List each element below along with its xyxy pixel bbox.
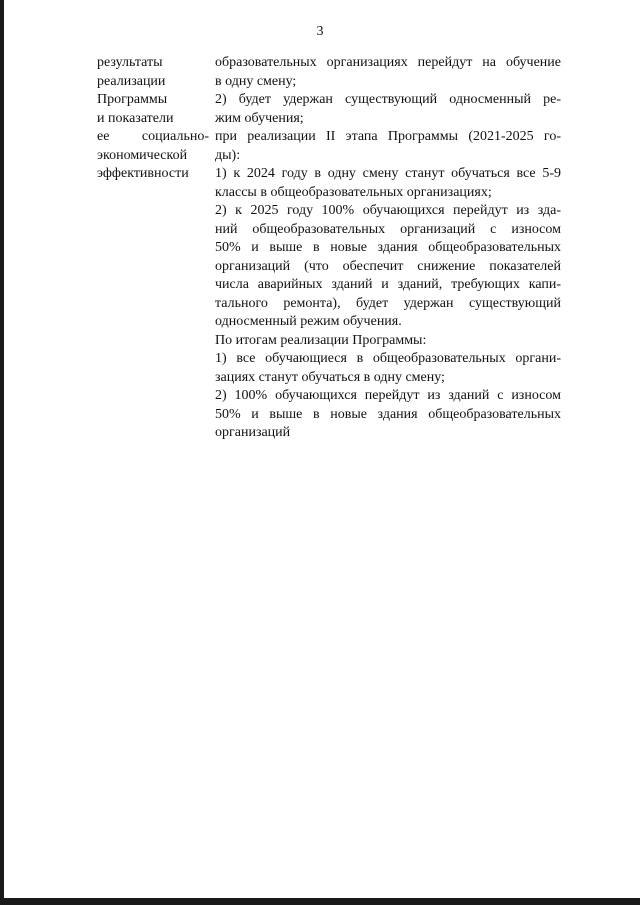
value-line: ний общеобразовательных организаций с износом [215,221,561,237]
value-line: организаций (что обеспечит снижение показателей [215,258,561,274]
value-line: зациях станут обучаться в одну смену; [215,369,445,385]
value-line: 1) к 2024 году в одну смену станут обучаться все 5-9 [215,166,561,181]
scan-edge-left [0,0,4,905]
page-number: 3 [316,24,324,39]
value-line: числа аварийных зданий и зданий, требующих капи- [215,277,561,292]
value-line: По итогам реализации Программы: [215,332,427,348]
value-line: 1) все обучающиеся в общеобразовательных органи- [215,351,561,366]
value-line: организаций [215,425,291,440]
value-line: классы в общеобразовательных организациях; [215,184,492,200]
scan-edge-bottom [0,898,640,905]
value-line: 50% и выше в новые здания общеобразовательных [215,406,561,422]
label-line: и показатели [97,110,174,126]
passport-value-column [215,54,561,443]
label-line: эффективности [97,166,189,181]
label-line: Программы [97,92,168,107]
value-line: 2) будет удержан существующий односменный ре- [215,92,561,107]
value-line: жим обучения; [215,110,304,126]
value-line: образовательных организациях перейдут на обучение [215,55,561,70]
value-line: односменный режим обучения. [215,314,402,329]
value-line: 50% и выше в новые здания общеобразовательных [215,240,561,255]
label-line: экономической [97,147,188,163]
value-line: 2) к 2025 году 100% обучающихся перейдут из зда- [215,203,561,218]
value-line: тального ремонта), будет удержан существующий [215,295,561,311]
label-line: реализации [97,73,166,89]
value-line: в одну смену; [215,73,297,89]
value-line: при реализации II этапа Программы (2021-2025 го- [215,129,561,144]
label-line: ее социально- [97,129,209,144]
value-line: ды): [215,147,241,163]
value-line: 2) 100% обучающихся перейдут из зданий с износом [215,388,561,403]
label-line: результаты [97,55,163,70]
passport-label-column [97,54,209,184]
